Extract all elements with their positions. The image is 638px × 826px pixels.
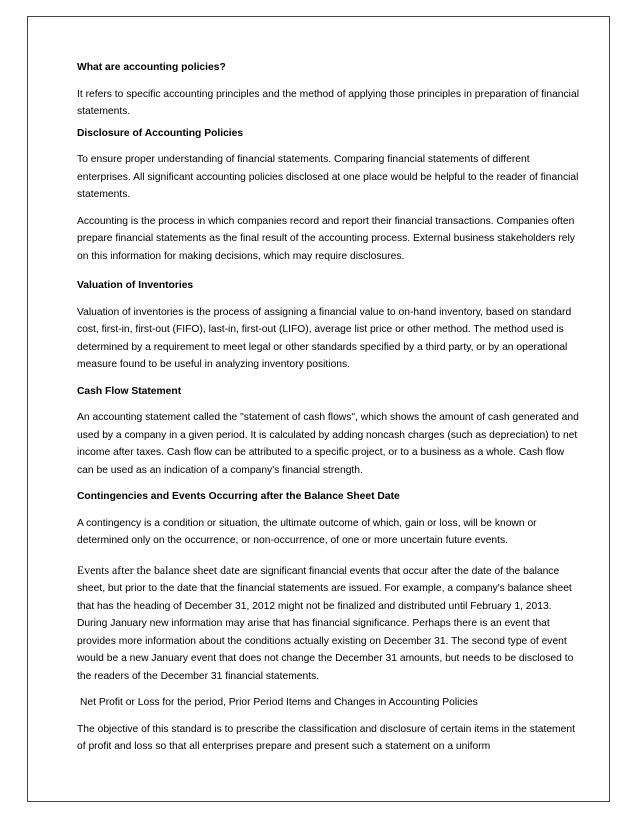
paragraph-accounting-process: Accounting is the process in which companies record and report their financial transactions. Companies often prepare financial statements as the final result of the accounting process. External business stakeholders rely on this information for making decisions, which may require disclosures. [77, 215, 575, 262]
document-page [27, 16, 610, 802]
paragraph-events-after-balance-sheet [77, 562, 580, 686]
heading-contingencies-and-events: Contingencies and Events Occurring after the Balance Sheet Date [77, 491, 400, 502]
heading-disclosure-of-accounting-policies: Disclosure of Accounting Policies [77, 127, 244, 139]
paragraph-standard-objective: The objective of this standard is to prescribe the classification and disclosure of certain items in the statement of profit and loss so that all enterprises prepare and present such a statement on a uniform [77, 723, 575, 752]
heading-accounting-policies: What are accounting policies? [77, 62, 226, 73]
paragraph-contingency-definition: A contingency is a condition or situation, the ultimate outcome of which, gain or loss, will be known or determined only on the occurrence, or non-occurrence, of one or more uncertain future events. [77, 517, 537, 546]
paragraph-disclosure-purpose: To ensure proper understanding of financial statements. Comparing financial statements of different enterprises. All significant accounting policies disclosed at one place would be helpful to the reader of financial statements. [77, 154, 579, 200]
subheading-net-profit-or-loss: Net Profit or Loss for the period, Prior Period Items and Changes in Accounting Policies [80, 697, 478, 708]
heading-cash-flow-statement: Cash Flow Statement [77, 385, 182, 397]
document-body [77, 59, 580, 756]
paragraph-valuation-of-inventories: Valuation of inventories is the process of assigning a financial value to on-hand inventory, based on standard cost, first-in, first-out (FIFO), last-in, first-out (LIFO), average list price or other method. The method used is determined by a requirement to meet legal or other standards specified by a third party, or by an operational measure found to be useful in analyzing inventory positions. [77, 306, 572, 370]
paragraph-cash-flow-statement: An accounting statement called the "statement of cash flows", which shows the amount of cash generated and used by a company in a given period. It is calculated by adding noncash charges (such as depreciation) to net income after taxes. Cash flow can be attributed to a specific project, or to a business as a whole. Cash flow can be used as an indication of a company's financial strength. [77, 412, 579, 476]
events-after-balance-sheet-text: are significant financial events that occur after the date of the balance sheet, but prior to the date that the financial statements are issued. For example, a company's balance sheet that has the heading of December 31, 2012 might not be finalized and distributed until February 1, 2013. During January new information may arise that has financial significance. Perhaps there is an event that provides more information about the conditions actually existing on December 31. The second type of event would be a new January event that does not change the December 31 amounts, but needs to be disclosed to the readers of the December 31 financial statements. [77, 565, 574, 682]
heading-valuation-of-inventories: Valuation of Inventories [77, 280, 194, 291]
events-after-balance-sheet-lead: Events after the balance sheet date [77, 562, 240, 577]
paragraph-accounting-policies-definition: It refers to specific accounting principles and the method of applying those principles in preparation of financial statements. [77, 88, 579, 117]
